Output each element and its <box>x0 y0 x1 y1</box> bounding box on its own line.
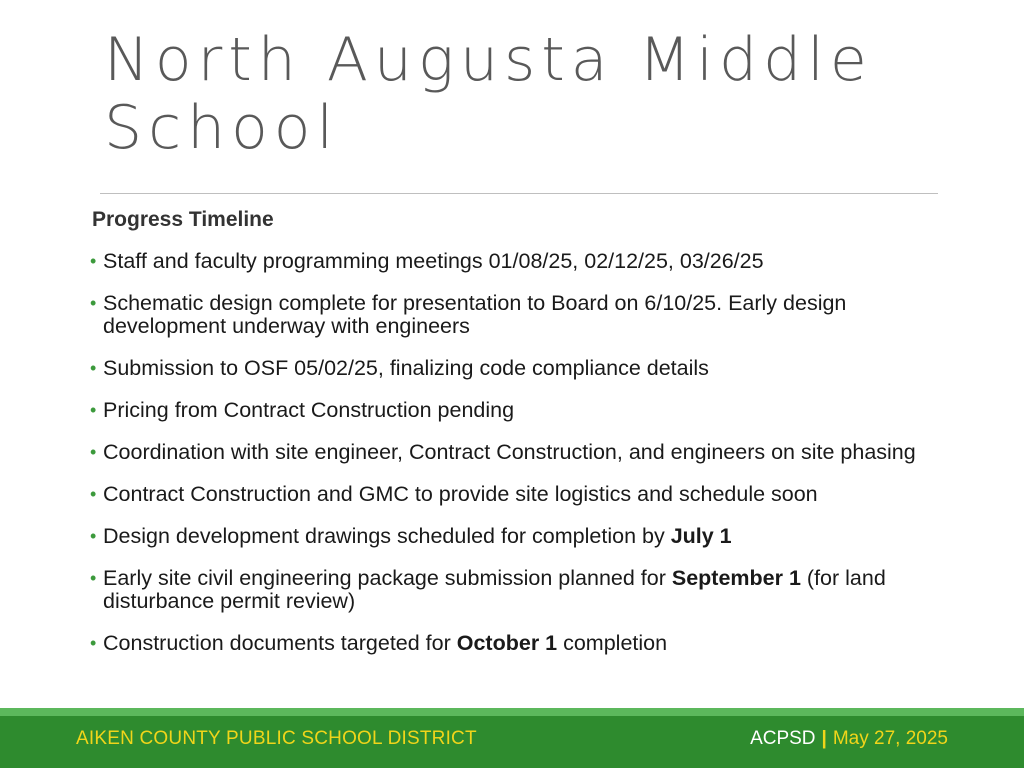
footer-separator: | <box>821 728 827 749</box>
title-divider <box>100 193 938 194</box>
item-text: Schematic design complete for presentation to Board on 6/10/25. Early design development underway with engineers <box>103 291 847 338</box>
section-subheading: Progress Timeline <box>92 208 274 231</box>
footer-accent-stripe <box>0 708 1024 716</box>
timeline-item <box>92 525 942 548</box>
timeline-item <box>92 567 942 613</box>
footer-bar <box>0 716 1024 768</box>
timeline-item <box>92 483 942 506</box>
timeline-item <box>92 292 942 338</box>
item-text: Submission to OSF 05/02/25, finalizing code compliance details <box>103 356 709 380</box>
item-text: Design development drawings scheduled for completion by <box>103 524 671 548</box>
bullet-icon: • <box>90 293 97 313</box>
item-bold-date: July 1 <box>670 524 732 548</box>
district-name: AIKEN COUNTY PUBLIC SCHOOL DISTRICT <box>76 728 477 749</box>
slide-title: North Augusta Middle School <box>104 25 873 163</box>
item-text-after: completion <box>557 631 668 655</box>
bullet-icon: • <box>90 400 97 420</box>
bullet-icon: • <box>90 526 97 546</box>
timeline-item <box>92 250 942 273</box>
bullet-icon: • <box>90 568 97 588</box>
timeline-list <box>92 250 942 655</box>
item-text: Early site civil engineering package submission planned for <box>103 566 672 590</box>
org-abbrev: ACPSD <box>750 728 816 749</box>
timeline-item <box>92 357 942 380</box>
item-text: Staff and faculty programming meetings 01/08/25, 02/12/25, 03/26/25 <box>103 249 764 273</box>
timeline-item <box>92 441 942 464</box>
item-bold-date: October 1 <box>456 631 558 655</box>
slide-content <box>92 207 942 674</box>
presentation-date: May 27, 2025 <box>832 728 948 749</box>
item-text: Construction documents targeted for <box>103 631 457 655</box>
item-text: Pricing from Contract Construction pending <box>103 398 515 422</box>
bullet-icon: • <box>90 442 97 462</box>
bullet-icon: • <box>90 633 97 653</box>
bullet-icon: • <box>90 251 97 271</box>
timeline-item <box>92 632 942 655</box>
item-text: Contract Construction and GMC to provide site logistics and schedule soon <box>103 482 818 506</box>
timeline-item <box>92 399 942 422</box>
item-text-after: (for land disturbance permit review) <box>103 566 886 613</box>
item-bold-date: September 1 <box>671 566 801 590</box>
bullet-icon: • <box>90 358 97 378</box>
footer-meta <box>750 728 948 750</box>
item-text: Coordination with site engineer, Contract Construction, and engineers on site phasing <box>103 440 916 464</box>
bullet-icon: • <box>90 484 97 504</box>
